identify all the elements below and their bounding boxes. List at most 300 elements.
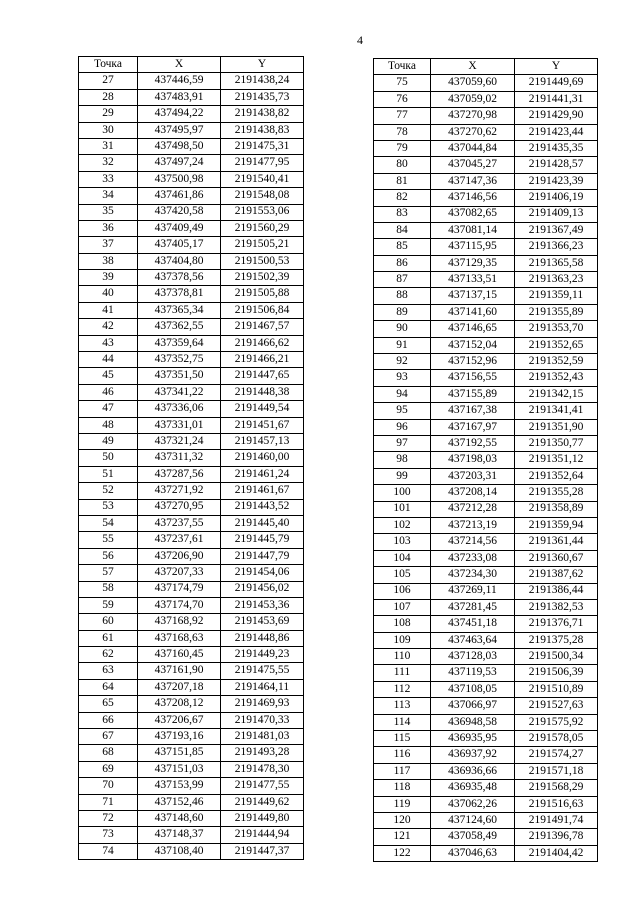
y-cell: 2191506,39: [515, 665, 598, 681]
y-cell: 2191451,67: [221, 417, 304, 433]
point-cell: 71: [79, 794, 138, 810]
point-cell: 40: [79, 286, 138, 302]
point-cell: 104: [374, 550, 431, 566]
x-cell: 437133,51: [431, 272, 515, 288]
x-cell: 437270,95: [138, 499, 221, 515]
y-cell: 2191447,37: [221, 843, 304, 859]
table-row: [374, 173, 598, 189]
table-row: [374, 206, 598, 222]
table-row: [374, 763, 598, 779]
x-cell: 437155,89: [431, 386, 515, 402]
table-row: [79, 712, 304, 728]
y-cell: 2191445,40: [221, 515, 304, 531]
table-row: [79, 352, 304, 368]
y-cell: 2191359,11: [515, 288, 598, 304]
point-cell: 116: [374, 747, 431, 763]
header-y: Y: [515, 59, 598, 75]
y-cell: 2191396,78: [515, 829, 598, 845]
table-row: [79, 761, 304, 777]
table-row: [79, 794, 304, 810]
x-cell: 436935,95: [431, 731, 515, 747]
y-cell: 2191423,44: [515, 124, 598, 140]
x-cell: 437270,62: [431, 124, 515, 140]
point-cell: 96: [374, 419, 431, 435]
x-cell: 437214,56: [431, 534, 515, 550]
point-cell: 75: [374, 75, 431, 91]
table-row: [79, 499, 304, 515]
y-cell: 2191428,57: [515, 157, 598, 173]
point-cell: 114: [374, 714, 431, 730]
table-row: [79, 401, 304, 417]
x-cell: 437351,50: [138, 368, 221, 384]
point-cell: 34: [79, 188, 138, 204]
x-cell: 437174,79: [138, 581, 221, 597]
table-row: [374, 829, 598, 845]
x-cell: 437119,53: [431, 665, 515, 681]
x-cell: 437156,55: [431, 370, 515, 386]
point-cell: 77: [374, 108, 431, 124]
table-row: [79, 515, 304, 531]
table-row: [79, 237, 304, 253]
table-row: [374, 731, 598, 747]
y-cell: 2191387,62: [515, 567, 598, 583]
y-cell: 2191470,33: [221, 712, 304, 728]
point-cell: 98: [374, 452, 431, 468]
y-cell: 2191423,39: [515, 173, 598, 189]
point-cell: 105: [374, 567, 431, 583]
x-cell: 437331,01: [138, 417, 221, 433]
table-row: [374, 714, 598, 730]
table-row: [374, 517, 598, 533]
x-cell: 437174,70: [138, 597, 221, 613]
x-cell: 437161,90: [138, 663, 221, 679]
y-cell: 2191341,41: [515, 403, 598, 419]
table-row: [374, 485, 598, 501]
x-cell: 437311,32: [138, 450, 221, 466]
page-number: 4: [357, 33, 363, 47]
point-cell: 57: [79, 565, 138, 581]
table-row: [374, 435, 598, 451]
point-cell: 70: [79, 778, 138, 794]
y-cell: 2191516,63: [515, 796, 598, 812]
header-point: Точка: [374, 59, 431, 75]
table-row: [374, 140, 598, 156]
y-cell: 2191351,90: [515, 419, 598, 435]
x-cell: 437213,19: [431, 517, 515, 533]
table-row: [374, 468, 598, 484]
table-row: [79, 696, 304, 712]
point-cell: 69: [79, 761, 138, 777]
y-cell: 2191359,94: [515, 517, 598, 533]
header-point: Точка: [79, 57, 138, 73]
y-cell: 2191575,92: [515, 714, 598, 730]
x-cell: 437062,26: [431, 796, 515, 812]
point-cell: 76: [374, 91, 431, 107]
y-cell: 2191449,80: [221, 810, 304, 826]
x-cell: 437362,55: [138, 319, 221, 335]
x-cell: 437115,95: [431, 239, 515, 255]
table-header-row: [79, 57, 304, 73]
table-row: [374, 845, 598, 861]
header-x: X: [138, 57, 221, 73]
point-cell: 27: [79, 73, 138, 89]
y-cell: 2191481,03: [221, 729, 304, 745]
y-cell: 2191429,90: [515, 108, 598, 124]
x-cell: 437153,99: [138, 778, 221, 794]
y-cell: 2191477,95: [221, 155, 304, 171]
point-cell: 59: [79, 597, 138, 613]
y-cell: 2191505,21: [221, 237, 304, 253]
y-cell: 2191435,35: [515, 140, 598, 156]
table-row: [79, 335, 304, 351]
x-cell: 437081,14: [431, 222, 515, 238]
x-cell: 437206,90: [138, 548, 221, 564]
point-cell: 117: [374, 763, 431, 779]
point-cell: 46: [79, 384, 138, 400]
x-cell: 437148,60: [138, 810, 221, 826]
x-cell: 437497,24: [138, 155, 221, 171]
x-cell: 437168,63: [138, 630, 221, 646]
table-row: [374, 239, 598, 255]
table-row: [79, 647, 304, 663]
point-cell: 36: [79, 220, 138, 236]
y-cell: 2191447,65: [221, 368, 304, 384]
x-cell: 437420,58: [138, 204, 221, 220]
point-cell: 56: [79, 548, 138, 564]
point-cell: 109: [374, 632, 431, 648]
point-cell: 95: [374, 403, 431, 419]
y-cell: 2191568,29: [515, 780, 598, 796]
table-row: [79, 73, 304, 89]
y-cell: 2191491,74: [515, 812, 598, 828]
table-row: [79, 843, 304, 859]
x-cell: 437270,98: [431, 108, 515, 124]
y-cell: 2191449,23: [221, 647, 304, 663]
y-cell: 2191449,54: [221, 401, 304, 417]
y-cell: 2191553,06: [221, 204, 304, 220]
point-cell: 93: [374, 370, 431, 386]
x-cell: 437336,06: [138, 401, 221, 417]
table-row: [79, 138, 304, 154]
table-row: [374, 321, 598, 337]
x-cell: 437168,92: [138, 614, 221, 630]
y-cell: 2191361,44: [515, 534, 598, 550]
x-cell: 437463,64: [431, 632, 515, 648]
y-cell: 2191448,86: [221, 630, 304, 646]
x-cell: 437148,37: [138, 827, 221, 843]
point-cell: 73: [79, 827, 138, 843]
point-cell: 30: [79, 122, 138, 138]
x-cell: 437207,18: [138, 679, 221, 695]
y-cell: 2191578,05: [515, 731, 598, 747]
table-body-left: [79, 73, 304, 860]
table-row: [79, 827, 304, 843]
y-cell: 2191438,83: [221, 122, 304, 138]
table-row: [374, 649, 598, 665]
y-cell: 2191406,19: [515, 190, 598, 206]
table-row: [79, 368, 304, 384]
y-cell: 2191574,27: [515, 747, 598, 763]
point-cell: 94: [374, 386, 431, 402]
x-cell: 437405,17: [138, 237, 221, 253]
table-row: [374, 796, 598, 812]
y-cell: 2191352,65: [515, 337, 598, 353]
x-cell: 437082,65: [431, 206, 515, 222]
header-y: Y: [221, 57, 304, 73]
table-header-row: [374, 59, 598, 75]
table-row: [374, 75, 598, 91]
y-cell: 2191444,94: [221, 827, 304, 843]
point-cell: 39: [79, 270, 138, 286]
y-cell: 2191363,23: [515, 272, 598, 288]
y-cell: 2191461,24: [221, 466, 304, 482]
point-cell: 38: [79, 253, 138, 269]
table-row: [374, 452, 598, 468]
table-row: [374, 681, 598, 697]
point-cell: 37: [79, 237, 138, 253]
point-cell: 64: [79, 679, 138, 695]
point-cell: 103: [374, 534, 431, 550]
x-cell: 437378,81: [138, 286, 221, 302]
point-cell: 68: [79, 745, 138, 761]
point-cell: 78: [374, 124, 431, 140]
y-cell: 2191466,21: [221, 352, 304, 368]
x-cell: 437208,14: [431, 485, 515, 501]
point-cell: 60: [79, 614, 138, 630]
point-cell: 80: [374, 157, 431, 173]
point-cell: 29: [79, 106, 138, 122]
point-cell: 35: [79, 204, 138, 220]
point-cell: 106: [374, 583, 431, 599]
table-row: [374, 599, 598, 615]
x-cell: 437167,38: [431, 403, 515, 419]
table-row: [374, 370, 598, 386]
point-cell: 85: [374, 239, 431, 255]
y-cell: 2191358,89: [515, 501, 598, 517]
x-cell: 437152,46: [138, 794, 221, 810]
y-cell: 2191460,00: [221, 450, 304, 466]
header-x: X: [431, 59, 515, 75]
table-row: [79, 581, 304, 597]
x-cell: 437234,30: [431, 567, 515, 583]
x-cell: 437404,80: [138, 253, 221, 269]
point-cell: 110: [374, 649, 431, 665]
point-cell: 102: [374, 517, 431, 533]
y-cell: 2191365,58: [515, 255, 598, 271]
point-cell: 44: [79, 352, 138, 368]
point-cell: 74: [79, 843, 138, 859]
table-row: [79, 729, 304, 745]
point-cell: 65: [79, 696, 138, 712]
table-row: [79, 548, 304, 564]
x-cell: 437207,33: [138, 565, 221, 581]
table-row: [374, 665, 598, 681]
x-cell: 437271,92: [138, 483, 221, 499]
x-cell: 437451,18: [431, 616, 515, 632]
point-cell: 112: [374, 681, 431, 697]
y-cell: 2191353,70: [515, 321, 598, 337]
x-cell: 437066,97: [431, 698, 515, 714]
table-row: [374, 386, 598, 402]
table-row: [79, 810, 304, 826]
y-cell: 2191453,69: [221, 614, 304, 630]
point-cell: 33: [79, 171, 138, 187]
point-cell: 67: [79, 729, 138, 745]
table-row: [374, 616, 598, 632]
point-cell: 113: [374, 698, 431, 714]
y-cell: 2191375,28: [515, 632, 598, 648]
y-cell: 2191464,11: [221, 679, 304, 695]
table-row: [79, 122, 304, 138]
table-row: [374, 780, 598, 796]
x-cell: 437206,67: [138, 712, 221, 728]
table-row: [79, 663, 304, 679]
x-cell: 437198,03: [431, 452, 515, 468]
table-row: [374, 501, 598, 517]
point-cell: 55: [79, 532, 138, 548]
x-cell: 437341,22: [138, 384, 221, 400]
y-cell: 2191382,53: [515, 599, 598, 615]
point-cell: 84: [374, 222, 431, 238]
point-cell: 72: [79, 810, 138, 826]
y-cell: 2191366,23: [515, 239, 598, 255]
x-cell: 437409,49: [138, 220, 221, 236]
table-row: [79, 302, 304, 318]
table-row: [79, 532, 304, 548]
y-cell: 2191443,52: [221, 499, 304, 515]
point-cell: 101: [374, 501, 431, 517]
table-row: [79, 630, 304, 646]
x-cell: 437237,61: [138, 532, 221, 548]
point-cell: 119: [374, 796, 431, 812]
table-row: [374, 812, 598, 828]
table-row: [374, 190, 598, 206]
table-row: [79, 745, 304, 761]
x-cell: 437208,12: [138, 696, 221, 712]
table-row: [79, 220, 304, 236]
table-row: [374, 567, 598, 583]
y-cell: 2191360,67: [515, 550, 598, 566]
y-cell: 2191352,64: [515, 468, 598, 484]
table-row: [79, 450, 304, 466]
table-row: [374, 583, 598, 599]
x-cell: 437045,27: [431, 157, 515, 173]
point-cell: 48: [79, 417, 138, 433]
y-cell: 2191355,89: [515, 304, 598, 320]
y-cell: 2191461,67: [221, 483, 304, 499]
y-cell: 2191500,53: [221, 253, 304, 269]
y-cell: 2191560,29: [221, 220, 304, 236]
x-cell: 437321,24: [138, 433, 221, 449]
table-row: [79, 253, 304, 269]
x-cell: 437059,60: [431, 75, 515, 91]
y-cell: 2191352,59: [515, 354, 598, 370]
point-cell: 107: [374, 599, 431, 615]
x-cell: 437498,50: [138, 138, 221, 154]
table-row: [79, 597, 304, 613]
table-row: [79, 270, 304, 286]
x-cell: 437500,98: [138, 171, 221, 187]
point-cell: 62: [79, 647, 138, 663]
y-cell: 2191449,69: [515, 75, 598, 91]
y-cell: 2191342,15: [515, 386, 598, 402]
y-cell: 2191376,71: [515, 616, 598, 632]
table-row: [79, 433, 304, 449]
y-cell: 2191441,31: [515, 91, 598, 107]
x-cell: 437128,03: [431, 649, 515, 665]
x-cell: 437151,03: [138, 761, 221, 777]
x-cell: 436948,58: [431, 714, 515, 730]
table-row: [79, 106, 304, 122]
x-cell: 436935,48: [431, 780, 515, 796]
x-cell: 437494,22: [138, 106, 221, 122]
y-cell: 2191457,13: [221, 433, 304, 449]
table-row: [374, 747, 598, 763]
point-cell: 58: [79, 581, 138, 597]
x-cell: 437495,97: [138, 122, 221, 138]
point-cell: 82: [374, 190, 431, 206]
y-cell: 2191367,49: [515, 222, 598, 238]
y-cell: 2191571,18: [515, 763, 598, 779]
y-cell: 2191435,73: [221, 89, 304, 105]
y-cell: 2191448,38: [221, 384, 304, 400]
x-cell: 437167,97: [431, 419, 515, 435]
x-cell: 437281,45: [431, 599, 515, 615]
point-cell: 83: [374, 206, 431, 222]
y-cell: 2191350,77: [515, 435, 598, 451]
x-cell: 437044,84: [431, 140, 515, 156]
y-cell: 2191445,79: [221, 532, 304, 548]
point-cell: 122: [374, 845, 431, 861]
point-cell: 54: [79, 515, 138, 531]
x-cell: 437108,40: [138, 843, 221, 859]
table-row: [374, 157, 598, 173]
table-row: [79, 614, 304, 630]
point-cell: 51: [79, 466, 138, 482]
y-cell: 2191352,43: [515, 370, 598, 386]
x-cell: 437124,60: [431, 812, 515, 828]
table-row: [79, 155, 304, 171]
point-cell: 32: [79, 155, 138, 171]
x-cell: 437059,02: [431, 91, 515, 107]
table-row: [374, 698, 598, 714]
y-cell: 2191386,44: [515, 583, 598, 599]
x-cell: 436936,66: [431, 763, 515, 779]
x-cell: 437146,65: [431, 321, 515, 337]
point-cell: 63: [79, 663, 138, 679]
x-cell: 437483,91: [138, 89, 221, 105]
point-cell: 31: [79, 138, 138, 154]
point-cell: 50: [79, 450, 138, 466]
point-cell: 41: [79, 302, 138, 318]
x-cell: 437359,64: [138, 335, 221, 351]
table-row: [374, 255, 598, 271]
y-cell: 2191469,93: [221, 696, 304, 712]
y-cell: 2191475,55: [221, 663, 304, 679]
table-row: [374, 222, 598, 238]
y-cell: 2191438,24: [221, 73, 304, 89]
y-cell: 2191409,13: [515, 206, 598, 222]
point-cell: 118: [374, 780, 431, 796]
point-cell: 121: [374, 829, 431, 845]
table-row: [374, 108, 598, 124]
x-cell: 436937,92: [431, 747, 515, 763]
table-row: [79, 565, 304, 581]
table-row: [374, 124, 598, 140]
table-row: [79, 188, 304, 204]
table-row: [374, 337, 598, 353]
table-row: [79, 778, 304, 794]
